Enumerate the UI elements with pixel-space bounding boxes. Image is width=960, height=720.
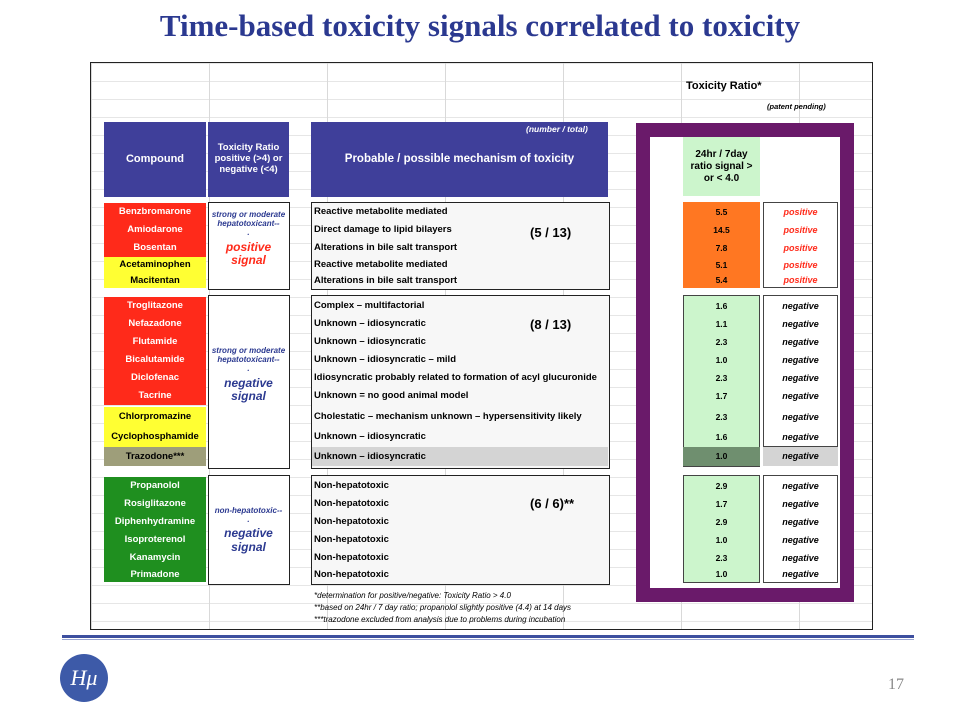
mechanism-cell: Unknown – idiosyncratic	[314, 318, 426, 329]
compound-cell: Benzbromarone	[104, 203, 206, 221]
header-compound	[104, 122, 206, 197]
compound-cell: Propanolol	[104, 477, 206, 495]
signal-sign-cell: negative	[782, 301, 819, 311]
signal-sign-cell: negative	[782, 337, 819, 347]
header-mechanism-label: Probable / possible mechanism of toxicity	[344, 152, 575, 165]
signal-sign-cell: positive	[783, 207, 818, 217]
signal-sign-cell: positive	[783, 275, 818, 285]
ratio-value-cell: 7.8	[715, 243, 728, 253]
ratio-value-cell: 2.9	[715, 517, 728, 527]
mechanism-cell: Alterations in bile salt transport	[314, 275, 458, 286]
signal-sign-cell: positive	[783, 225, 818, 235]
signal-text: negative signal	[224, 375, 273, 404]
compound-cell: Acetaminophen	[104, 257, 206, 273]
ratio-value-cell: 5.1	[715, 260, 728, 270]
ratio-value-cell: 2.9	[715, 481, 728, 491]
compound-cell: Macitentan	[104, 273, 206, 288]
header-toxicity-ratio-label: Toxicity Ratio positive (>4) or negative (<4)	[214, 142, 283, 175]
mechanism-cell: Non-hepatotoxic	[314, 480, 389, 491]
signal-sign-cell: negative	[782, 553, 819, 563]
signal-label-negative	[208, 346, 289, 404]
ratio-value-cell: 5.5	[715, 207, 728, 217]
signal-sign-cell: negative	[782, 569, 819, 579]
logo-text: Hμ	[70, 665, 98, 690]
ratio-value-cell: 1.0	[683, 447, 760, 466]
signal-sign-cell: negative	[782, 373, 819, 383]
mechanism-cell: Reactive metabolite mediated	[314, 206, 448, 217]
ratio-signal-header	[683, 137, 760, 196]
signal-text: negative signal	[224, 526, 273, 555]
mechanism-cell: Non-hepatotoxic	[314, 534, 389, 545]
mechanism-cell: Unknown = no good animal model	[314, 390, 469, 401]
signal-label-nonhepatotoxic	[208, 506, 289, 555]
ratio-value-cell: 2.3	[715, 553, 728, 563]
footnote-3: ***trazodone excluded from analysis due to problems during incubation	[314, 615, 566, 624]
patent-note: (patent pending)	[767, 102, 826, 111]
ratio-value-cell: 1.6	[715, 432, 728, 442]
compound-cell: Trazodone***	[104, 447, 206, 466]
mechanism-cell: Cholestatic – mechanism unknown – hypersensitivity likely	[314, 411, 582, 422]
signal-sign-cell: negative	[782, 481, 819, 491]
compound-cell: Rosiglitazone	[104, 495, 206, 513]
mechanism-cell: Non-hepatotoxic	[314, 516, 389, 527]
compound-cell: Isoproterenol	[104, 531, 206, 549]
mechanism-cell: Idiosyncratic probably related to formation of acyl glucuronide	[314, 372, 597, 383]
ratio-value-cell: 14.5	[713, 225, 730, 235]
ratio-value-cell: 1.6	[715, 301, 728, 311]
signal-text: positive signal	[225, 239, 272, 268]
compound-cell: Kanamycin	[104, 549, 206, 567]
signal-sign-cell: negative	[782, 355, 819, 365]
signal-label-positive	[208, 210, 289, 268]
signal-sign-cell: negative	[782, 412, 819, 422]
compound-cell: Bicalutamide	[104, 351, 206, 369]
ratio-value-cell: 1.0	[715, 569, 728, 579]
mechanism-cell: Unknown – idiosyncratic	[314, 451, 426, 462]
compound-cell: Cyclophosphamide	[104, 427, 206, 447]
compound-cell: Diphenhydramine	[104, 513, 206, 531]
signal-sign-cell: negative	[782, 499, 819, 509]
signal-description: non-hepatotoxic--	[214, 506, 283, 515]
ratio-value-cell: 2.3	[715, 337, 728, 347]
compound-cell: Chlorpromazine	[104, 407, 206, 427]
compound-cell: Flutamide	[104, 333, 206, 351]
ratio-value-cell: 1.7	[715, 391, 728, 401]
mechanism-cell: Complex – multifactorial	[314, 300, 425, 311]
compound-cell: Nefazadone	[104, 315, 206, 333]
compound-cell: Tacrine	[104, 387, 206, 405]
mechanism-cell: Direct damage to lipid bilayers	[314, 224, 452, 235]
footer-rule-thin	[62, 639, 914, 640]
compound-cell: Troglitazone	[104, 297, 206, 315]
group-count-negative: (8 / 13)	[530, 317, 572, 332]
mechanism-cell: Unknown – idiosyncratic	[314, 336, 426, 347]
compound-cell: Amiodarone	[104, 221, 206, 239]
mechanism-cell: Non-hepatotoxic	[314, 569, 389, 580]
mechanism-cell: Alterations in bile salt transport	[314, 242, 458, 253]
signal-dot: .	[247, 228, 250, 238]
signal-sign-cell: negative	[782, 319, 819, 329]
compound-cell: Diclofenac	[104, 369, 206, 387]
signal-sign-cell: negative	[782, 432, 819, 442]
signal-description: strong or moderate hepatotoxicant--	[211, 210, 286, 229]
header-toxicity-ratio	[208, 122, 289, 197]
signal-sign-cell: negative	[782, 517, 819, 527]
signal-sign-cell: positive	[783, 260, 818, 270]
footnote-1: *determination for positive/negative: Toxicity Ratio > 4.0	[314, 591, 511, 600]
header-number-total: (number / total)	[526, 124, 588, 134]
slide-title: Time-based toxicity signals correlated to toxicity	[159, 8, 801, 43]
ratio-value-cell: 1.1	[715, 319, 728, 329]
ratio-value-cell: 2.3	[715, 412, 728, 422]
footer-rule	[62, 635, 914, 638]
mechanism-cell: Unknown – idiosyncratic	[314, 431, 426, 442]
mechanism-cell: Non-hepatotoxic	[314, 498, 389, 509]
ratio-value-cell: 5.4	[715, 275, 728, 285]
group-count-nonhepatotoxic: (6 / 6)**	[530, 496, 575, 511]
signal-dot: .	[247, 364, 250, 374]
mechanism-cell: Reactive metabolite mediated	[314, 259, 448, 270]
signal-sign-cell: negative	[782, 535, 819, 545]
signal-dot: .	[247, 515, 250, 525]
footnote-2: **based on 24hr / 7 day ratio; propanolol slightly positive (4.4) at 14 days	[314, 603, 572, 612]
signal-sign-cell: positive	[783, 243, 818, 253]
toxicity-ratio-title: Toxicity Ratio*	[686, 80, 762, 92]
compound-cell: Primadone	[104, 567, 206, 582]
group-count-positive: (5 / 13)	[530, 225, 572, 240]
company-logo	[60, 654, 108, 702]
ratio-signal-header-label: 24hr / 7day ratio signal > or < 4.0	[690, 148, 753, 184]
ratio-value-cell: 1.7	[715, 499, 728, 509]
ratio-value-cell: 1.0	[715, 535, 728, 545]
mechanism-cell: Non-hepatotoxic	[314, 552, 389, 563]
header-compound-label: Compound	[125, 153, 185, 166]
compound-cell: Bosentan	[104, 239, 206, 257]
signal-sign-cell: negative	[782, 451, 819, 461]
ratio-value-cell: 2.3	[715, 373, 728, 383]
ratio-value-cell: 1.0	[715, 355, 728, 365]
signal-sign-cell: negative	[782, 391, 819, 401]
mechanism-cell: Unknown – idiosyncratic – mild	[314, 354, 457, 365]
signal-description: strong or moderate hepatotoxicant--	[211, 346, 286, 365]
page-number: 17	[888, 676, 904, 693]
